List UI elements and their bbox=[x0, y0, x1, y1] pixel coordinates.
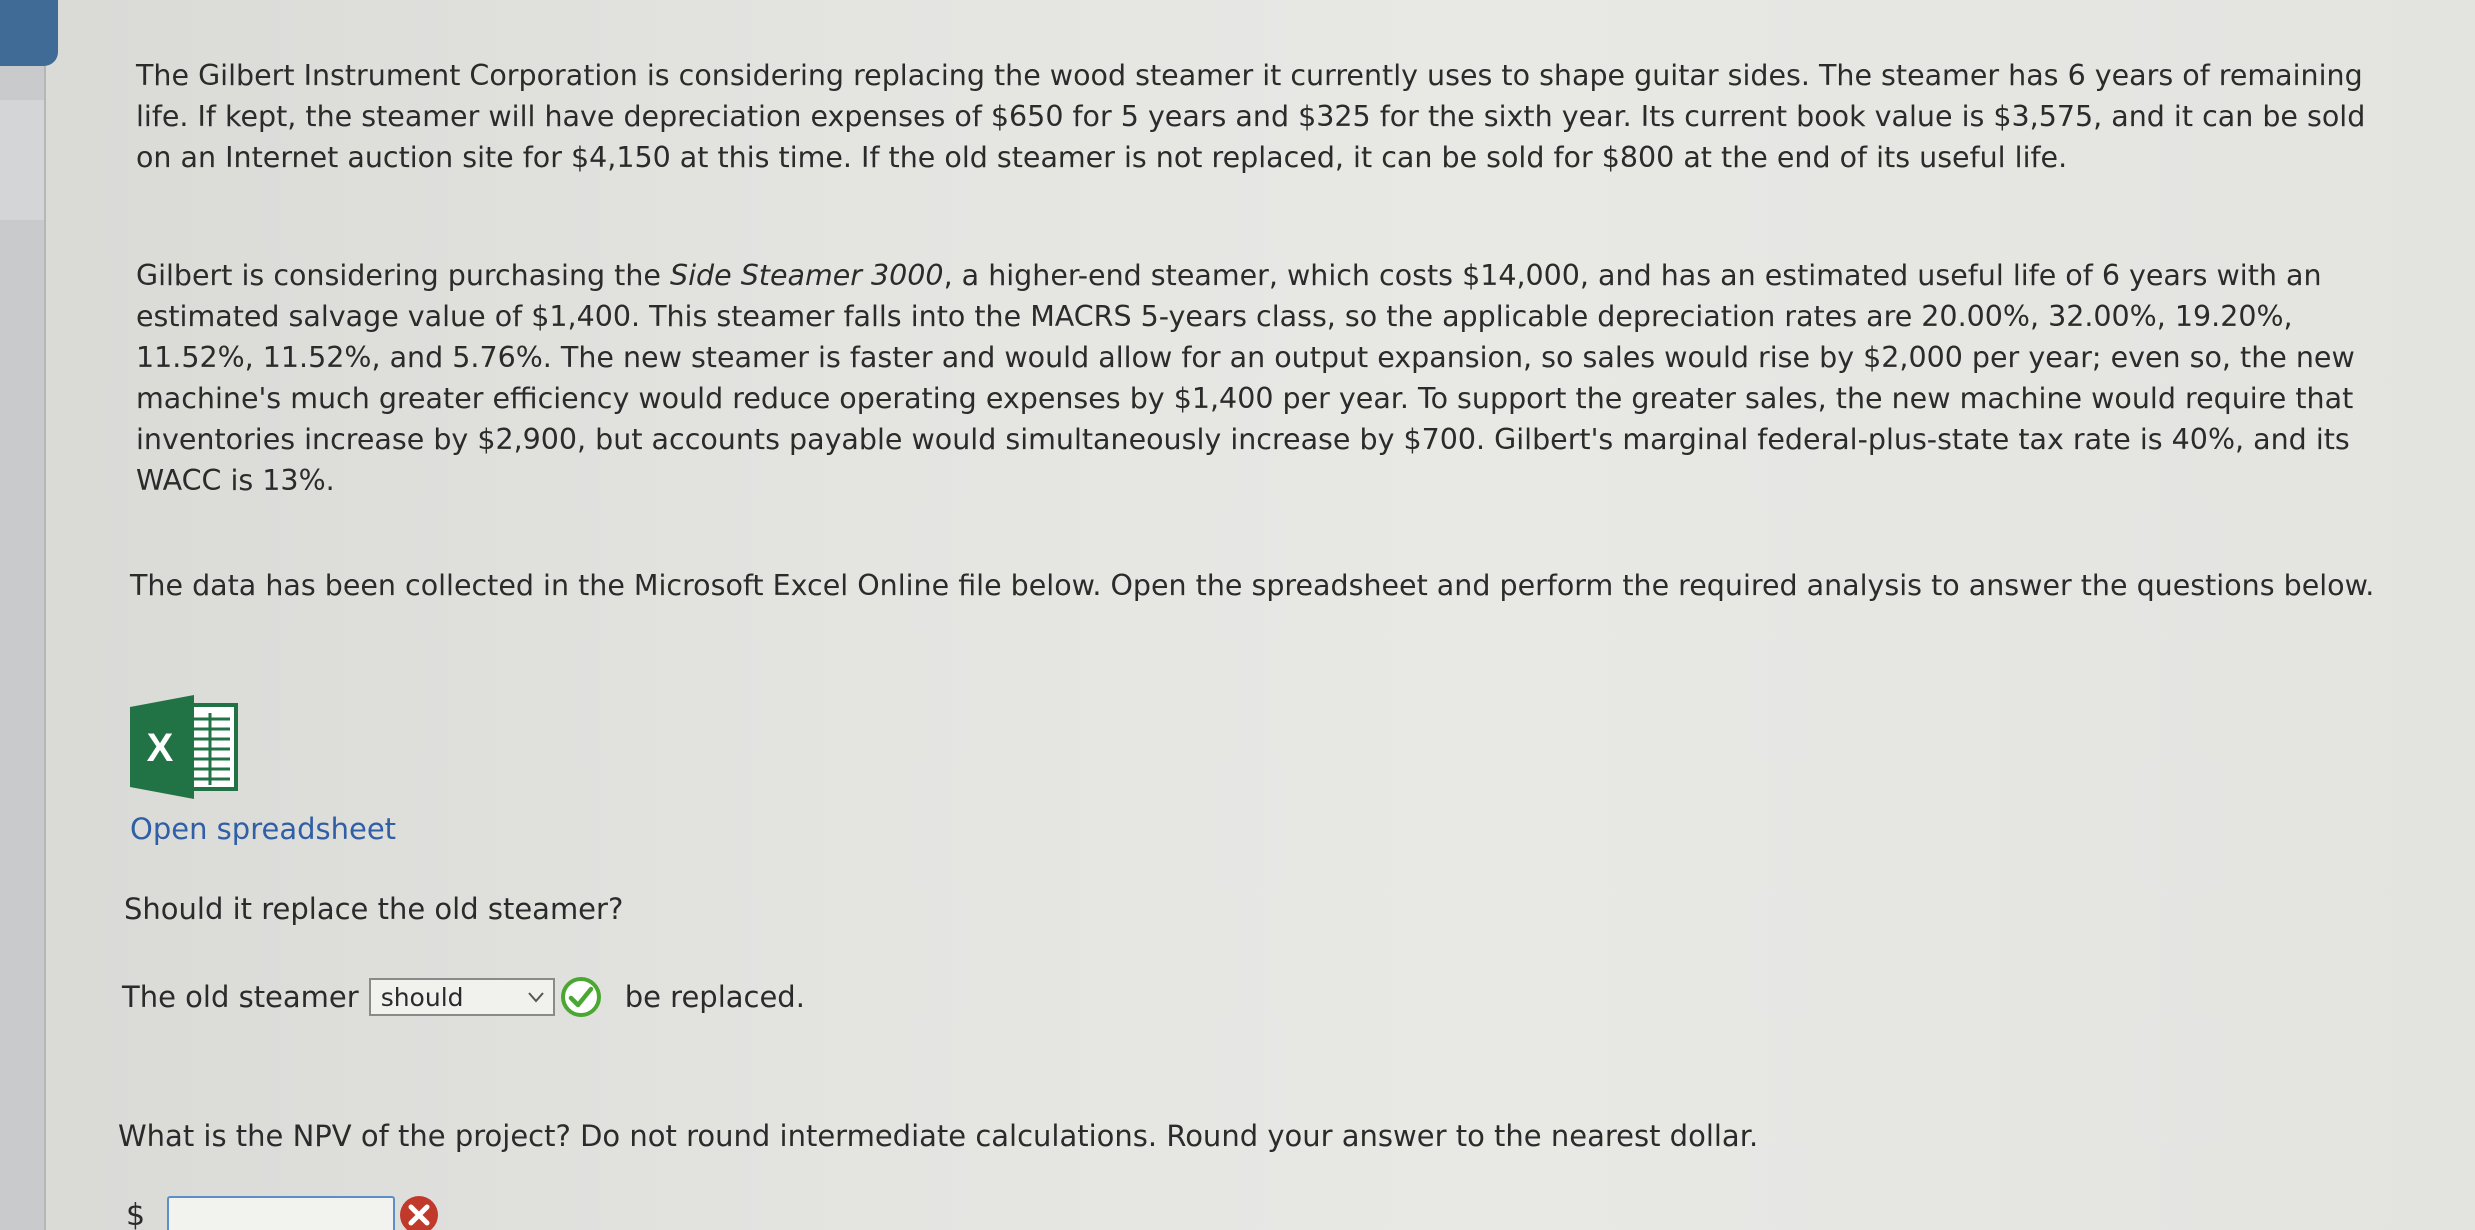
product-name: Side Steamer 3000 bbox=[670, 259, 944, 292]
question-2-text: What is the NPV of the project? Do not round intermediate calculations. Round your answer to the nearest dollar. bbox=[118, 1119, 1759, 1153]
x-icon bbox=[397, 1193, 441, 1230]
answer-prefix: The old steamer bbox=[122, 980, 359, 1014]
paragraph-2-rest: , a higher-end steamer, which costs $14,000, and has an estimated useful life of 6 years with an estimated salvage value of $1,400. This steamer falls into the MACRS 5-years class, so the applicable depreciation rates are 20.00%, 32.00%, 19.20%, 11.52%, 11.52%, and 5.76%. The new steamer is faster and would allow for an output expansion, so sales would rise by $2,000 per year; even so, the new machine's much greater efficiency would reduce operating expenses by $1,400 per year. To support the greater sales, the new machine would require that inventories increase by $2,900, but accounts payable would simultaneously increase by $700. Gilbert's marginal federal-plus-state tax rate is 40%, and its WACC is 13%. bbox=[136, 259, 2355, 497]
chevron-down-icon bbox=[525, 986, 547, 1008]
problem-paragraph-1: The Gilbert Instrument Corporation is considering replacing the wood steamer it currently uses to shape guitar sides. The steamer has 6 years of remaining life. If kept, the steamer will have depreciation expenses of $650 for 5 years and $325 for the sixth year. Its current book value is $3,575, and it can be sold on an Internet auction site for $4,150 at this time. If the old steamer is not replaced, it can be sold for $800 at the end of its useful life. bbox=[136, 59, 2366, 174]
currency-symbol: $ bbox=[126, 1197, 146, 1230]
problem-paragraph-2 bbox=[136, 255, 2396, 501]
svg-text:X: X bbox=[146, 726, 174, 770]
open-spreadsheet-link[interactable]: Open spreadsheet bbox=[130, 812, 397, 846]
question-1-answer-row bbox=[122, 973, 805, 1021]
select-value: should bbox=[380, 982, 464, 1012]
npv-input[interactable] bbox=[167, 1196, 395, 1230]
sidebar-panel bbox=[0, 100, 44, 220]
answer-suffix: be replaced. bbox=[624, 980, 805, 1014]
check-icon bbox=[559, 975, 603, 1019]
paragraph-2-start: Gilbert is considering purchasing the bbox=[136, 259, 670, 292]
excel-icon[interactable] bbox=[130, 695, 242, 799]
problem-paragraph-3: The data has been collected in the Microsoft Excel Online file below. Open the spreadsheet and perform the required analysis to answer the questions below. bbox=[130, 569, 2375, 602]
question-1-text: Should it replace the old steamer? bbox=[124, 892, 624, 926]
replace-decision-select[interactable] bbox=[369, 978, 555, 1016]
sidebar-tab[interactable] bbox=[0, 0, 58, 66]
npv-answer-row bbox=[126, 1193, 441, 1230]
